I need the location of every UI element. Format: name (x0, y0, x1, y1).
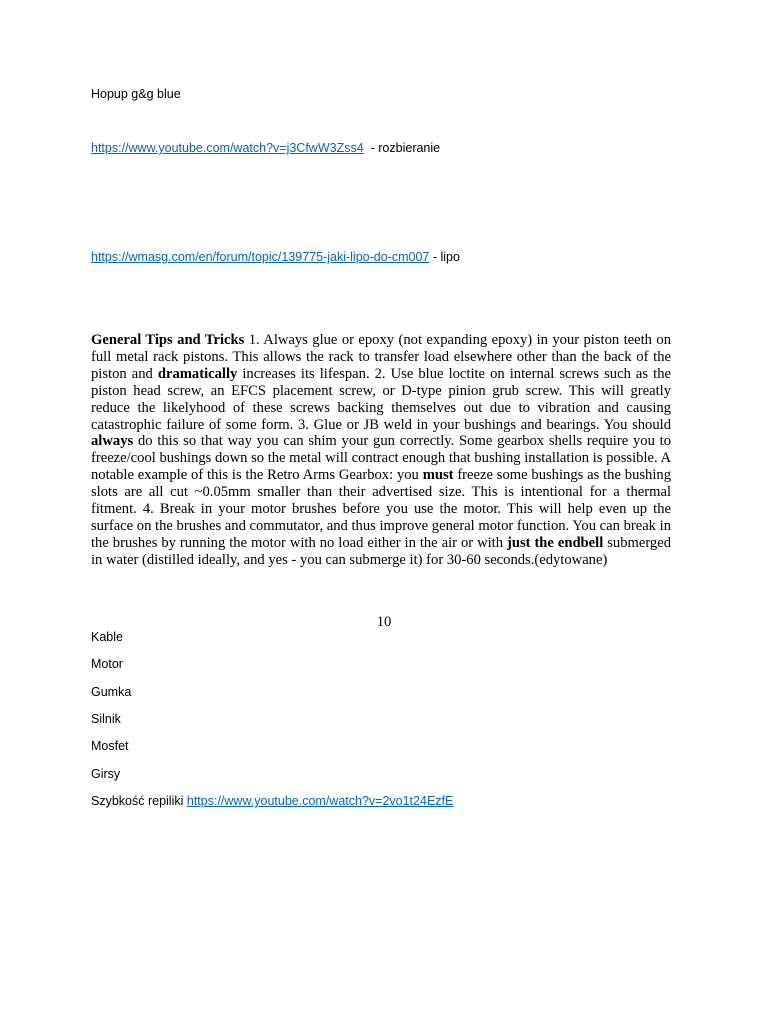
youtube-link-speed[interactable]: https://www.youtube.com/watch?v=2vo1t24EzfE (186, 794, 454, 808)
link-line-rozbieranie (91, 141, 440, 155)
tips-bold-endbell: just the endbell (506, 534, 604, 551)
tips-bold-dramatically: dramatically (157, 365, 238, 382)
tips-text-1: 1. Always glue or epoxy (not expanding epoxy) in your piston teeth on full metal rack pistons. This allows the rack to transfer load elsewhere other than the back of the piston and (91, 332, 671, 382)
tips-paragraph (91, 332, 671, 569)
link-note-rozbieranie: - rozbieranie (363, 141, 441, 155)
footer-label: Szybkość repiliki (91, 794, 187, 808)
document-title: Hopup g&g blue (91, 87, 181, 101)
youtube-link-rozbieranie[interactable]: https://www.youtube.com/watch?v=j3CfwW3Zss4 (91, 141, 364, 155)
list-item-silnik: Silnik (91, 712, 121, 726)
link-note-lipo: - lipo (429, 250, 460, 264)
tips-bold-must: must (422, 467, 454, 484)
wmasg-link-lipo[interactable]: https://wmasg.com/en/forum/topic/139775-jaki-lipo-do-cm007 (91, 250, 430, 264)
tips-heading: General Tips and Tricks (91, 332, 245, 348)
list-item-mosfet: Mosfet (91, 739, 129, 753)
list-item-kable: Kable (91, 630, 123, 644)
list-item-girsy: Girsy (91, 767, 121, 781)
page-number: 10 (376, 614, 392, 630)
tips-text-5: submerged in water (distilled ideally, and yes - you can submerge it) for 30-60 seconds.(edytowane) (91, 534, 671, 568)
list-item-motor: Motor (91, 657, 123, 671)
list-item-gumka: Gumka (91, 685, 132, 699)
tips-bold-always: always (91, 433, 134, 450)
tips-text-3: do this so that way you can shim your gun correctly. Some gearbox shells require you to freeze/cool bushings down so the metal will contract enough that bushing installation is possible. A notable example of this is the Retro Arms Gearbox: you (91, 433, 672, 484)
tips-text-2: increases its lifespan. 2. Use blue loctite on internal screws such as the piston head screw, an EFCS placement screw, or D-type pinion grub screw. This will greatly reduce the likelyhood of these screws backing themselves out due to vibration and causing catastrophic failure of some form. 3. Glue or JB weld in your bushings and bearings. You should (91, 365, 671, 433)
footer-line (91, 794, 453, 808)
tips-text-4: freeze some bushings as the bushing slots are all cut ~0.05mm smaller than their advertised size. This is intentional for a thermal fitment. 4. Break in your motor brushes before you use the motor. This will help even up the surface on the brushes and commutator, and thus improve general motor function. You can break in the brushes by running the motor with no load either in the air or with (91, 467, 671, 551)
link-line-lipo (91, 250, 460, 264)
